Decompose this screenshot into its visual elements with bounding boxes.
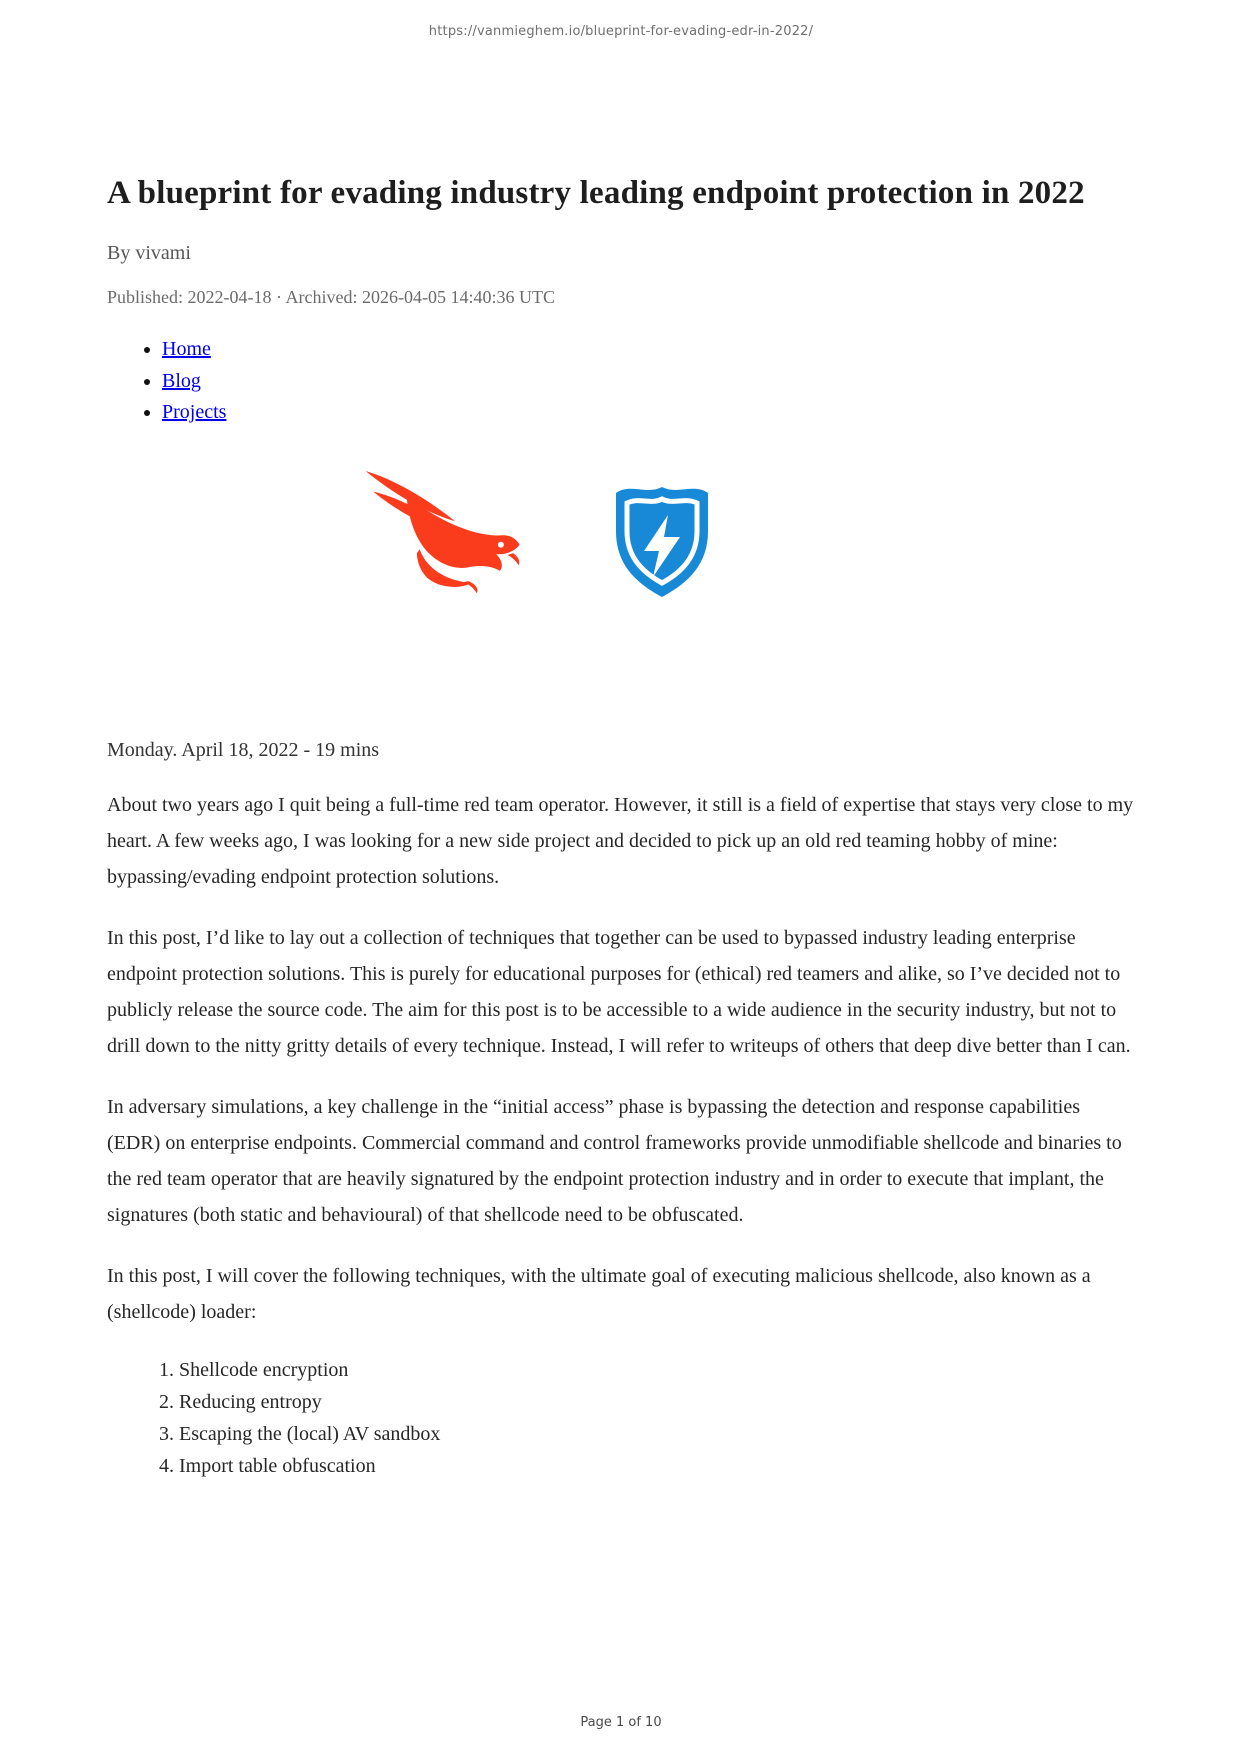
technique-item-4: 4. Import table obfuscation	[179, 1450, 1135, 1482]
nav-link-blog[interactable]: Blog	[162, 369, 201, 392]
archive-url-header: https://vanmieghem.io/blueprint-for-evading-edr-in-2022/	[428, 24, 814, 39]
crowdstrike-falcon-icon	[360, 471, 526, 597]
published-archived-meta: Published: 2022-04-18 · Archived: 2026-04-05 14:40:36 UTC	[107, 287, 555, 307]
nav-link-projects[interactable]: Projects	[162, 401, 227, 423]
paragraph-purpose: In this post, I’d like to lay out a collection of techniques that together can be used to bypassed industry leading enterprise endpoint protection solutions. This is purely for educational purposes for (ethical) red teamers and alike, so I’ve decided not to publicly release the source code. The aim for this post is to be accessible to a wide audience in the security industry, but not to drill down to the nitty gritty details of every technique. Instead, I will refer to writeups of others that deep dive better than I can.	[107, 926, 1131, 1057]
nav-item-home	[162, 334, 1135, 366]
paragraph-edr-challenge: In adversary simulations, a key challenge in the “initial access” phase is bypassing the detection and response capabilities (EDR) on enterprise endpoints. Commercial command and control frameworks provide unmodifiable shellcode and binaries to the red team operator that are heavily signatured by the endpoint protection industry and in order to execute that implant, the signatures (both static and behavioural) of that shellcode need to be obfuscated.	[107, 1095, 1122, 1226]
technique-item-3: 3. Escaping the (local) AV sandbox	[179, 1418, 1135, 1450]
page-title: A blueprint for evading industry leading endpoint protection in 2022	[107, 175, 1085, 211]
nav-link-home[interactable]: Home	[162, 338, 211, 360]
technique-item-2: 2. Reducing entropy	[179, 1386, 1135, 1418]
nav-item-projects	[162, 397, 1135, 429]
page-number-footer: Page 1 of 10	[580, 1715, 662, 1730]
article-content	[0, 168, 1242, 1482]
technique-item-1: 1. Shellcode encryption	[179, 1354, 1135, 1386]
paragraph-techniques-lead: In this post, I will cover the following techniques, with the ultimate goal of executing malicious shellcode, also known as a (shellcode) loader:	[107, 1264, 1091, 1323]
vendor-logos	[107, 471, 1135, 603]
site-nav	[107, 334, 1135, 429]
author-byline: By vivami	[107, 242, 191, 264]
paragraph-intro: About two years ago I quit being a full-time red team operator. However, it still is a field of expertise that stays very close to my heart. A few weeks ago, I was looking for a new side project and decided to pick up an old red teaming hobby of mine: bypassing/evading endpoint protection solutions.	[107, 793, 1134, 888]
techniques-list	[107, 1354, 1135, 1482]
shield-lightning-icon	[601, 471, 723, 601]
post-date-readtime: Monday. April 18, 2022 - 19 mins	[107, 738, 380, 761]
nav-item-blog	[162, 366, 1135, 398]
